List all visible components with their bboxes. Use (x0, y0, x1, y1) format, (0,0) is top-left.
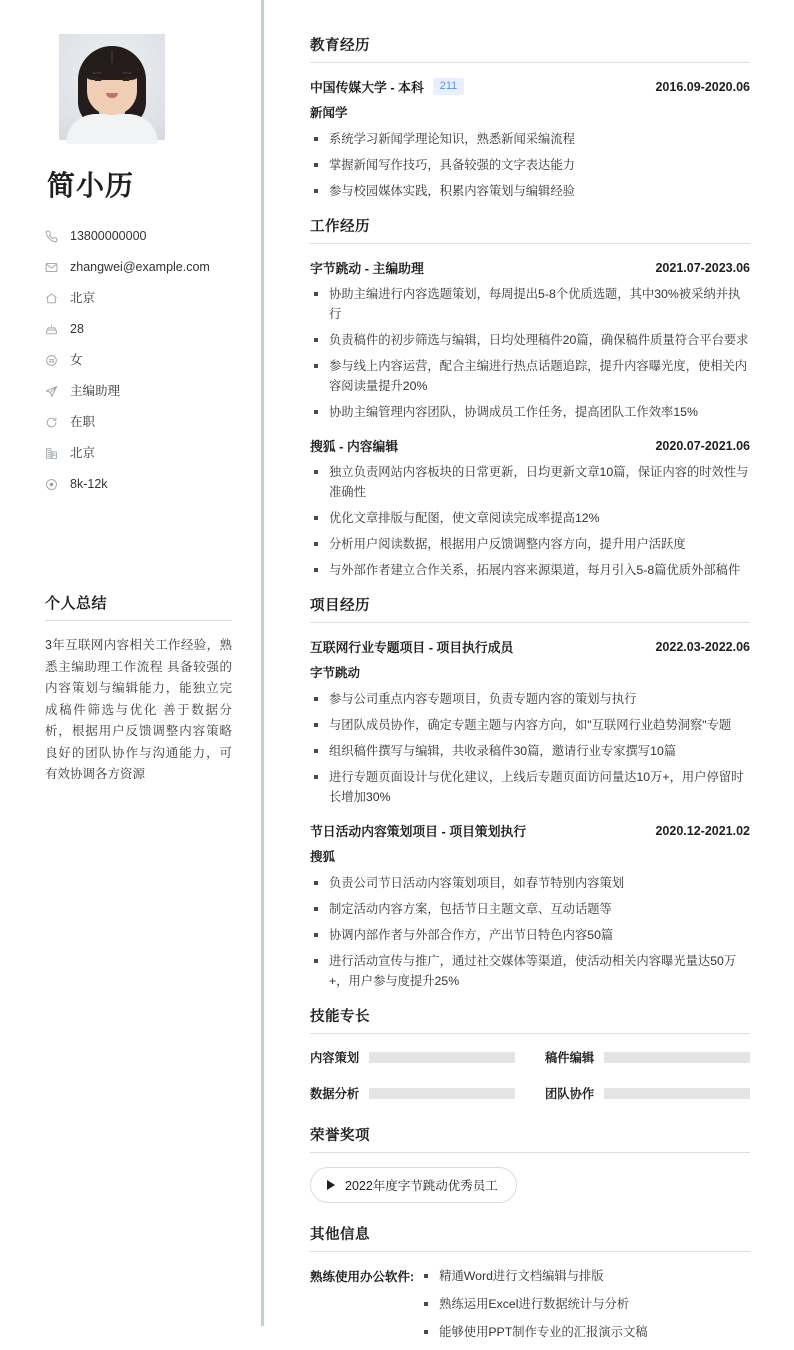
contact-status (45, 407, 232, 438)
contact-email-value: zhangwei@example.com (70, 260, 210, 275)
education-entry (310, 77, 750, 201)
skill-progress-bar (604, 1052, 750, 1063)
honors-heading: 荣誉奖项 (310, 1128, 370, 1144)
list-item: 精通Word进行文档编辑与排版 (420, 1266, 647, 1286)
work-entry (310, 258, 750, 422)
home-icon (45, 292, 65, 305)
main-content (262, 0, 794, 1339)
other-divider (310, 1251, 750, 1252)
education-major: 新闻学 (310, 106, 348, 120)
skills-grid (310, 1048, 750, 1102)
projects-heading: 项目经历 (310, 598, 370, 614)
education-heading: 教育经历 (310, 38, 370, 54)
work-heading: 工作经历 (310, 219, 370, 235)
contact-phone-value: 13800000000 (70, 229, 147, 244)
work-title: 搜狐 - 内容编辑 (310, 439, 399, 454)
education-date: 2016.09-2020.06 (655, 79, 750, 94)
work-date: 2021.07-2023.06 (655, 260, 750, 275)
profile-name: 简小历 (47, 170, 135, 201)
project-date: 2022.03-2022.06 (655, 639, 750, 654)
project-entry (310, 821, 750, 991)
contact-email (45, 252, 232, 283)
skill-progress-bar (369, 1052, 515, 1063)
list-item: 独立负责网站内容板块的日常更新，日均更新文章10篇，保证内容的时效性与准确性 (310, 462, 750, 502)
building-icon (45, 447, 65, 460)
entry-header (310, 637, 750, 656)
contact-salary (45, 469, 232, 500)
list-item: 组织稿件撰写与编辑，共收录稿件30篇，邀请行业专家撰写10篇 (310, 741, 750, 761)
phone-icon (45, 230, 65, 243)
entry-header (310, 821, 750, 840)
contact-gender-value: 女 (70, 353, 83, 368)
list-item: 与外部作者建立合作关系，拓展内容来源渠道，每月引入5-8篇优质外部稿件 (310, 560, 750, 580)
work-entry (310, 436, 750, 580)
skill-label: 数据分析 (310, 1087, 360, 1101)
project-entry (310, 637, 750, 807)
gender-icon (45, 354, 65, 367)
cake-icon (45, 323, 65, 336)
contact-gender (45, 345, 232, 376)
other-heading: 其他信息 (310, 1227, 370, 1243)
skill-label: 团队协作 (545, 1087, 595, 1101)
other-row (310, 1266, 750, 1350)
summary-section (45, 592, 232, 786)
contact-hometown (45, 283, 232, 314)
contact-salary-value: 8k-12k (70, 477, 108, 492)
list-item: 参与公司重点内容专题项目，负责专题内容的策划与执行 (310, 689, 750, 709)
work-bullets (310, 284, 750, 422)
list-item: 负责公司节日活动内容策划项目，如春节特别内容策划 (310, 873, 750, 893)
list-item: 进行活动宣传与推广，通过社交媒体等渠道，使活动相关内容曝光量达50万+，用户参与度提升25% (310, 951, 750, 991)
skill-progress-bar (604, 1088, 750, 1099)
work-section (310, 215, 750, 580)
skills-section (310, 1005, 750, 1102)
other-section (310, 1223, 750, 1350)
project-company: 字节跳动 (310, 666, 361, 680)
envelope-icon (45, 261, 65, 274)
list-item: 制定活动内容方案，包括节日主题文章、互动话题等 (310, 899, 750, 919)
list-item: 能够使用PPT制作专业的汇报演示文稿 (420, 1322, 647, 1342)
list-item: 参与校园媒体实践，积累内容策划与编辑经验 (310, 181, 750, 201)
project-title: 互联网行业专题项目 - 项目执行成员 (310, 640, 514, 655)
contact-position (45, 376, 232, 407)
other-bullets (420, 1266, 647, 1350)
honors-divider (310, 1152, 750, 1153)
list-item: 优化文章排版与配图，使文章阅读完成率提高12% (310, 508, 750, 528)
list-item: 协助主编进行内容选题策划，每周提出5-8个优质选题，其中30%被采纳并执行 (310, 284, 750, 324)
education-school: 中国传媒大学 - 本科 (310, 80, 424, 95)
contact-city (45, 438, 232, 469)
list-item: 与团队成员协作，确定专题主题与内容方向，如"互联网行业趋势洞察"专题 (310, 715, 750, 735)
column-divider (261, 0, 264, 1326)
play-triangle-icon (327, 1180, 335, 1190)
contact-list (45, 221, 232, 500)
project-company: 搜狐 (310, 850, 336, 864)
contact-age (45, 314, 232, 345)
refresh-icon (45, 416, 65, 429)
list-item: 分析用户阅读数据，根据用户反馈调整内容方向，提升用户活跃度 (310, 534, 750, 554)
honor-label: 2022年度字节跳动优秀员工 (345, 1179, 498, 1193)
portrait-photo-icon (59, 34, 165, 140)
education-bullets (310, 129, 750, 201)
project-bullets (310, 689, 750, 807)
list-item: 协调内部作者与外部合作方，产出节日特色内容50篇 (310, 925, 750, 945)
skills-divider (310, 1033, 750, 1034)
work-bullets (310, 462, 750, 580)
avatar (59, 34, 165, 140)
entry-header (310, 436, 750, 455)
skill-item (310, 1048, 515, 1066)
skills-heading: 技能专长 (310, 1009, 370, 1025)
projects-section (310, 594, 750, 991)
other-key: 熟练使用办公软件: (310, 1270, 415, 1284)
projects-divider (310, 622, 750, 623)
education-divider (310, 62, 750, 63)
list-item: 熟练运用Excel进行数据统计与分析 (420, 1294, 647, 1314)
summary-heading: 个人总结 (45, 595, 108, 612)
project-title: 节日活动内容策划项目 - 项目策划执行 (310, 824, 527, 839)
list-item: 负责稿件的初步筛选与编辑，日均处理稿件20篇，确保稿件质量符合平台要求 (310, 330, 750, 350)
list-item: 协助主编管理内容团队，协调成员工作任务，提高团队工作效率15% (310, 402, 750, 422)
contact-phone (45, 221, 232, 252)
education-title-row (310, 77, 464, 96)
summary-text: 3年互联网内容相关工作经验，熟悉主编助理工作流程 具备较强的内容策划与编辑能力，能独立完成稿件筛选与优化 善于数据分析，根据用户反馈调整内容策略 良好的团队协作与沟通能力，可有效协调各方资源 (45, 638, 232, 781)
skill-label: 稿件编辑 (545, 1051, 595, 1065)
work-divider (310, 243, 750, 244)
contact-age-value: 28 (70, 322, 84, 337)
project-date: 2020.12-2021.02 (655, 823, 750, 838)
skill-item (545, 1084, 750, 1102)
skill-progress-bar (369, 1088, 515, 1099)
work-date: 2020.07-2021.06 (655, 438, 750, 453)
skill-label: 内容策划 (310, 1051, 360, 1065)
list-item: 掌握新闻写作技巧，具备较强的文字表达能力 (310, 155, 750, 175)
honor-item[interactable] (310, 1167, 517, 1203)
list-item: 系统学习新闻学理论知识，熟悉新闻采编流程 (310, 129, 750, 149)
skill-item (545, 1048, 750, 1066)
list-item: 参与线上内容运营，配合主编进行热点话题追踪，提升内容曝光度，使相关内容阅读量提升20% (310, 356, 750, 396)
contact-city-value: 北京 (70, 446, 96, 461)
work-title: 字节跳动 - 主编助理 (310, 261, 424, 276)
entry-header (310, 77, 750, 96)
target-icon (45, 478, 65, 491)
education-section (310, 34, 750, 201)
honors-section (310, 1124, 750, 1219)
contact-position-value: 主编助理 (70, 384, 121, 399)
sidebar (0, 0, 262, 1326)
paper-plane-icon (45, 385, 65, 398)
contact-hometown-value: 北京 (70, 291, 96, 306)
skill-item (310, 1084, 515, 1102)
summary-divider (45, 620, 232, 621)
status-badge: 211 (433, 78, 465, 95)
project-bullets (310, 873, 750, 991)
entry-header (310, 258, 750, 277)
list-item: 进行专题页面设计与优化建议，上线后专题页面访问量达10万+，用户停留时长增加30% (310, 767, 750, 807)
contact-status-value: 在职 (70, 415, 96, 430)
